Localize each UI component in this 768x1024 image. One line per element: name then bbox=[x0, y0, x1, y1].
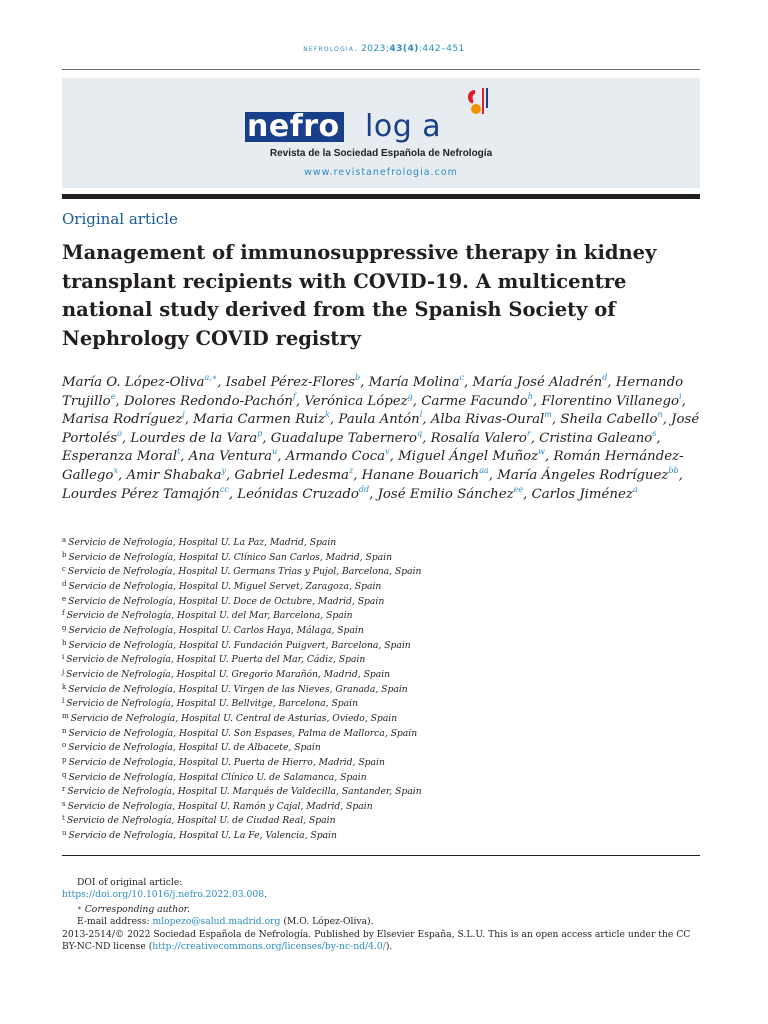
author-name: Verónica López bbox=[304, 393, 408, 409]
article-title: Management of immunosuppressive therapy in kidney transplant recipients with COVID-19. A multicentre national study derived from the Spanish Society of Nephrology COVID registry bbox=[62, 241, 657, 350]
kidney-logo-icon bbox=[463, 88, 493, 118]
author-affiliation-mark[interactable]: u bbox=[272, 447, 278, 457]
author-name: María José Aladrén bbox=[472, 375, 603, 390]
author-affiliation-mark[interactable]: bb bbox=[668, 465, 679, 475]
email-line: E-mail address: mlopezo@salud.madrid.org (M.O. López-Oliva). bbox=[77, 916, 374, 928]
affiliation-text: Servicio de Nefrología, Hospital U. Marqués de Valdecilla, Santander, Spain bbox=[67, 786, 422, 798]
author-name: Amir Shabaka bbox=[126, 467, 222, 483]
author-affiliation-mark[interactable]: w bbox=[538, 447, 546, 457]
affiliation-mark: u bbox=[62, 829, 67, 838]
author-name: María Ángeles Rodríguez bbox=[497, 467, 669, 483]
author-name: María Molina bbox=[368, 375, 460, 390]
author-name: Román Hernández-Gallego bbox=[62, 449, 684, 483]
affiliation-text: Servicio de Nefrología, Hospital U. Puerta del Mar, Cádiz, Spain bbox=[66, 654, 366, 666]
affiliation-item bbox=[62, 697, 702, 712]
affiliation-text: Servicio de Nefrología, Hospital U. La Fe, Valencia, Spain bbox=[68, 830, 337, 842]
affiliation-mark: i bbox=[62, 653, 65, 662]
top-rule bbox=[62, 69, 700, 70]
author-affiliation-mark[interactable]: b bbox=[355, 373, 361, 382]
author-name: Rosalía Valero bbox=[430, 430, 527, 446]
journal-subtitle: Revista de la Sociedad Española de Nefrología bbox=[269, 148, 493, 159]
author-affiliation-mark[interactable]: m bbox=[544, 410, 552, 420]
author-name: Marisa Rodríguez bbox=[62, 412, 183, 428]
affiliation-mark: g bbox=[62, 623, 67, 632]
author-affiliation-mark[interactable]: l bbox=[419, 410, 423, 420]
license-link[interactable]: http://creativecommons.org/licenses/by-nc-nd/4.0/ bbox=[152, 941, 386, 953]
author-affiliation-mark[interactable]: x bbox=[113, 465, 118, 475]
author-name: Lourdes Pérez Tamajón bbox=[62, 486, 220, 502]
journal-logo[interactable] bbox=[245, 94, 525, 144]
affiliation-item bbox=[62, 727, 702, 742]
affiliation-item bbox=[62, 683, 702, 698]
affiliation-item bbox=[62, 624, 702, 639]
author-affiliation-mark[interactable]: f bbox=[292, 391, 296, 401]
affiliation-mark: o bbox=[62, 741, 67, 750]
affiliation-text: Servicio de Nefrología, Hospital U. del Mar, Barcelona, Spain bbox=[66, 610, 353, 622]
logo-nefro: nefro bbox=[245, 112, 344, 142]
footnotes bbox=[62, 877, 702, 953]
affiliation-mark: c bbox=[62, 565, 66, 574]
affiliation-mark: b bbox=[62, 550, 67, 559]
doi-label: DOI of original article: bbox=[77, 877, 183, 888]
author-name: Carme Facundo bbox=[421, 393, 528, 409]
affiliation-mark: s bbox=[62, 799, 66, 808]
affiliation-mark: f bbox=[62, 609, 65, 618]
author-affiliation-mark[interactable]: s bbox=[652, 428, 657, 438]
journal-year: 2023; bbox=[360, 44, 390, 54]
author-name: Guadalupe Tabernero bbox=[270, 430, 418, 446]
author-affiliation-mark[interactable]: e bbox=[110, 391, 116, 401]
affiliation-mark: d bbox=[62, 579, 67, 588]
affiliation-text: Servicio de Nefrología, Hospital U. Central de Asturias, Oviedo, Spain bbox=[70, 712, 398, 724]
author-affiliation-mark[interactable]: p bbox=[257, 428, 263, 438]
affiliation-mark: k bbox=[62, 682, 67, 691]
affiliation-mark: r bbox=[62, 785, 66, 794]
author-affiliation-mark[interactable]: ee bbox=[513, 484, 524, 494]
author-name: Hernando Trujillo bbox=[62, 375, 684, 409]
author-affiliation-mark[interactable]: dd bbox=[358, 484, 370, 494]
affiliation-text: Servicio de Nefrología, Hospital U. Carlos Haya, Málaga, Spain bbox=[68, 624, 364, 636]
affiliation-item bbox=[62, 639, 702, 654]
author-name: José Portolés bbox=[62, 412, 700, 446]
affiliation-item bbox=[62, 551, 702, 566]
license-note: 2013-2514/© 2022 Sociedad Española de Nefrología. Published by Elsevier España, S.L.U. This is an open access article under the CC BY-NC-ND license (http://creativecommons.org/licenses/by-nc-nd/4.0/). bbox=[62, 928, 691, 953]
author-name: Ana Ventura bbox=[188, 449, 273, 465]
journal-reference: nefrologia. 2023;43(4):442–451 bbox=[303, 44, 465, 54]
affiliation-text: Servicio de Nefrología, Hospital U. de Albacete, Spain bbox=[68, 742, 321, 754]
author-affiliation-mark[interactable]: r bbox=[526, 428, 531, 438]
affiliation-mark: e bbox=[62, 594, 67, 603]
affiliation-item bbox=[62, 829, 702, 844]
affiliation-item bbox=[62, 609, 702, 624]
affiliation-list bbox=[62, 536, 702, 844]
email-link[interactable]: mlopezo@salud.madrid.org bbox=[152, 916, 281, 928]
affiliation-text: Servicio de Nefrología, Hospital U. Doce de Octubre, Madrid, Spain bbox=[68, 595, 385, 607]
affiliation-text: Servicio de Nefrología, Hospital U. La Paz, Madrid, Spain bbox=[68, 537, 337, 548]
doi-line: https://doi.org/10.1016/j.nefro.2022.03.008. bbox=[62, 889, 268, 901]
author-affiliation-mark[interactable]: d bbox=[602, 373, 608, 382]
affiliation-text: Servicio de Nefrología, Hospital U. Gregorio Marañón, Madrid, Spain bbox=[66, 668, 391, 680]
affiliation-item bbox=[62, 668, 702, 683]
author-affiliation-mark[interactable]: c bbox=[459, 373, 465, 382]
author-name: Maria Carmen Ruiz bbox=[193, 412, 326, 428]
author-affiliation-mark[interactable]: j bbox=[182, 410, 185, 420]
journal-website-link[interactable]: www.revistanefrologia.com bbox=[304, 167, 458, 178]
affiliation-text: Servicio de Nefrología, Hospital U. Son Espases, Palma de Mallorca, Spain bbox=[68, 727, 418, 739]
affiliation-item bbox=[62, 771, 702, 786]
author-name: Armando Coca bbox=[285, 449, 386, 465]
corresponding-mark: ∗ bbox=[77, 903, 82, 912]
author-affiliation-mark[interactable]: y bbox=[221, 465, 227, 475]
author-name: Alba Rivas-Oural bbox=[430, 412, 545, 428]
author-name: Carlos Jiménez bbox=[531, 486, 633, 502]
affiliation-text: Servicio de Nefrología, Hospital U. Ramón y Cajal, Madrid, Spain bbox=[67, 800, 373, 812]
author-name: Sheila Cabello bbox=[560, 412, 658, 428]
affiliation-item bbox=[62, 756, 702, 771]
author-name: Leónidas Cruzado bbox=[237, 486, 359, 502]
affiliation-item bbox=[62, 712, 702, 727]
author-affiliation-mark[interactable]: z bbox=[348, 465, 354, 475]
author-affiliation-mark[interactable]: a,∗ bbox=[204, 373, 218, 382]
affiliation-item bbox=[62, 653, 702, 668]
author-name: Miguel Ángel Muñoz bbox=[398, 449, 539, 465]
article-type: Original article bbox=[62, 210, 178, 228]
affiliation-text: Servicio de Nefrología, Hospital U. Puerta de Hierro, Madrid, Spain bbox=[68, 756, 385, 768]
author-name: Isabel Pérez-Flores bbox=[225, 375, 356, 390]
affiliation-text: Servicio de Nefrología, Hospital U. Bellvitge, Barcelona, Spain bbox=[66, 698, 358, 710]
author-affiliation-mark[interactable]: h bbox=[527, 391, 533, 401]
affiliation-item bbox=[62, 741, 702, 756]
affiliation-text: Servicio de Nefrología, Hospital U. Miguel Servet, Zaragoza, Spain bbox=[68, 580, 382, 592]
author-affiliation-mark[interactable]: n bbox=[657, 410, 663, 420]
affiliation-mark: q bbox=[62, 770, 67, 779]
author-name: María O. López-Oliva bbox=[62, 375, 205, 390]
affiliation-text: Servicio de Nefrología, Hospital U. de Ciudad Real, Spain bbox=[66, 815, 336, 827]
author-name: Cristina Galeano bbox=[539, 430, 653, 446]
author-name: Gabriel Ledesma bbox=[234, 467, 349, 483]
author-affiliation-mark[interactable]: cc bbox=[219, 484, 229, 494]
author-affiliation-mark[interactable]: a bbox=[632, 484, 638, 494]
affiliation-item bbox=[62, 580, 702, 595]
affiliation-item bbox=[62, 595, 702, 610]
author-affiliation-mark[interactable]: o bbox=[117, 428, 122, 438]
affiliation-item bbox=[62, 800, 702, 815]
author-affiliation-mark[interactable]: v bbox=[385, 447, 390, 457]
affiliation-item bbox=[62, 785, 702, 800]
affiliation-mark: j bbox=[62, 667, 65, 676]
journal-volume: 43(4) bbox=[389, 44, 419, 54]
affiliation-mark: l bbox=[62, 697, 65, 706]
author-list: María O. López-Oliva$^{a,∗}$, Isabel Pérez-Flores$^b$, María Molina$^c$, María José Aladrén$^d$, Hernando Trujillo$^e$, Dolores Redondo-Pachón$^f$, Verónica López$^g$, Carme Facundo$^h$, Florentino Villanego$^i$, Marisa Rodríguez$^j$, Maria Carmen Ruiz$^k$, Paula Antón$^l$, Alba Rivas-Oural$^m$, Sheila Cabello$^n$, José Portolés$^o$, Lourdes de la Vara$^p$, Guadalupe Tabernero$^q$, Rosalía Valero$^r$, Cristina Galeano$^s$, Esperanza Moral$^t$, Ana Ventura$^u$, Armando Coca$^v$, Miguel Ángel Muñoz$^w$, Román Hernández-Gallego$^x$, Amir Shabaka$^y$, Gabriel Ledesma$^z$, Hanane Bouarich$^{aa}$, María Ángeles Rodríguez$^{bb}$, Lourdes Pérez Tamajón$^{cc}$, Leónidas Cruzado$^{dd}$, José Emilio Sánchez$^{ee}$, Carlos Jiménez$^a$ bbox=[62, 373, 700, 502]
author-affiliation-mark[interactable]: g bbox=[407, 391, 413, 401]
author-name: Florentino Villanego bbox=[541, 393, 680, 409]
author-affiliation-mark[interactable]: aa bbox=[479, 465, 489, 475]
affiliation-mark: h bbox=[62, 638, 67, 647]
header-divider bbox=[62, 194, 700, 199]
corresponding-note: ∗ Corresponding author. bbox=[77, 903, 190, 915]
affiliation-mark: n bbox=[62, 726, 67, 735]
affiliation-mark: a bbox=[62, 536, 67, 544]
author-affiliation-mark[interactable]: q bbox=[417, 428, 423, 438]
author-name: Esperanza Moral bbox=[62, 449, 178, 465]
journal-pages: :442–451 bbox=[418, 44, 465, 54]
logo-logia: log a bbox=[365, 109, 442, 144]
affiliation-item bbox=[62, 536, 702, 551]
affiliation-item bbox=[62, 814, 702, 829]
footnote-rule bbox=[62, 855, 700, 856]
affiliation-text: Servicio de Nefrología, Hospital U. Germans Trias y Pujol, Barcelona, Spain bbox=[67, 566, 422, 578]
affiliation-mark: m bbox=[62, 711, 69, 720]
doi-link[interactable]: https://doi.org/10.1016/j.nefro.2022.03.008 bbox=[62, 889, 265, 901]
affiliation-text: Servicio de Nefrología, Hospital U. Virgen de las Nieves, Granada, Spain bbox=[68, 683, 408, 695]
affiliation-mark: p bbox=[62, 755, 67, 764]
affiliation-text: Servicio de Nefrología, Hospital Clínico U. de Salamanca, Spain bbox=[68, 771, 367, 783]
journal-banner bbox=[62, 78, 700, 188]
affiliation-text: Servicio de Nefrología, Hospital U. Fundación Puigvert, Barcelona, Spain bbox=[68, 639, 411, 651]
author-name: Paula Antón bbox=[338, 412, 420, 428]
author-name: Lourdes de la Vara bbox=[130, 430, 258, 446]
affiliation-text: Servicio de Nefrología, Hospital U. Clínico San Carlos, Madrid, Spain bbox=[68, 551, 392, 563]
author-name: Hanane Bouarich bbox=[361, 467, 480, 483]
affiliation-item bbox=[62, 565, 702, 580]
affiliation-mark: t bbox=[62, 814, 65, 823]
author-name: José Emilio Sánchez bbox=[377, 486, 514, 502]
author-affiliation-mark[interactable]: t bbox=[177, 447, 181, 457]
journal-name: nefrologia bbox=[303, 44, 355, 54]
author-affiliation-mark[interactable]: i bbox=[679, 391, 682, 401]
author-affiliation-mark[interactable]: k bbox=[325, 410, 330, 420]
author-name: Dolores Redondo-Pachón bbox=[123, 393, 293, 409]
